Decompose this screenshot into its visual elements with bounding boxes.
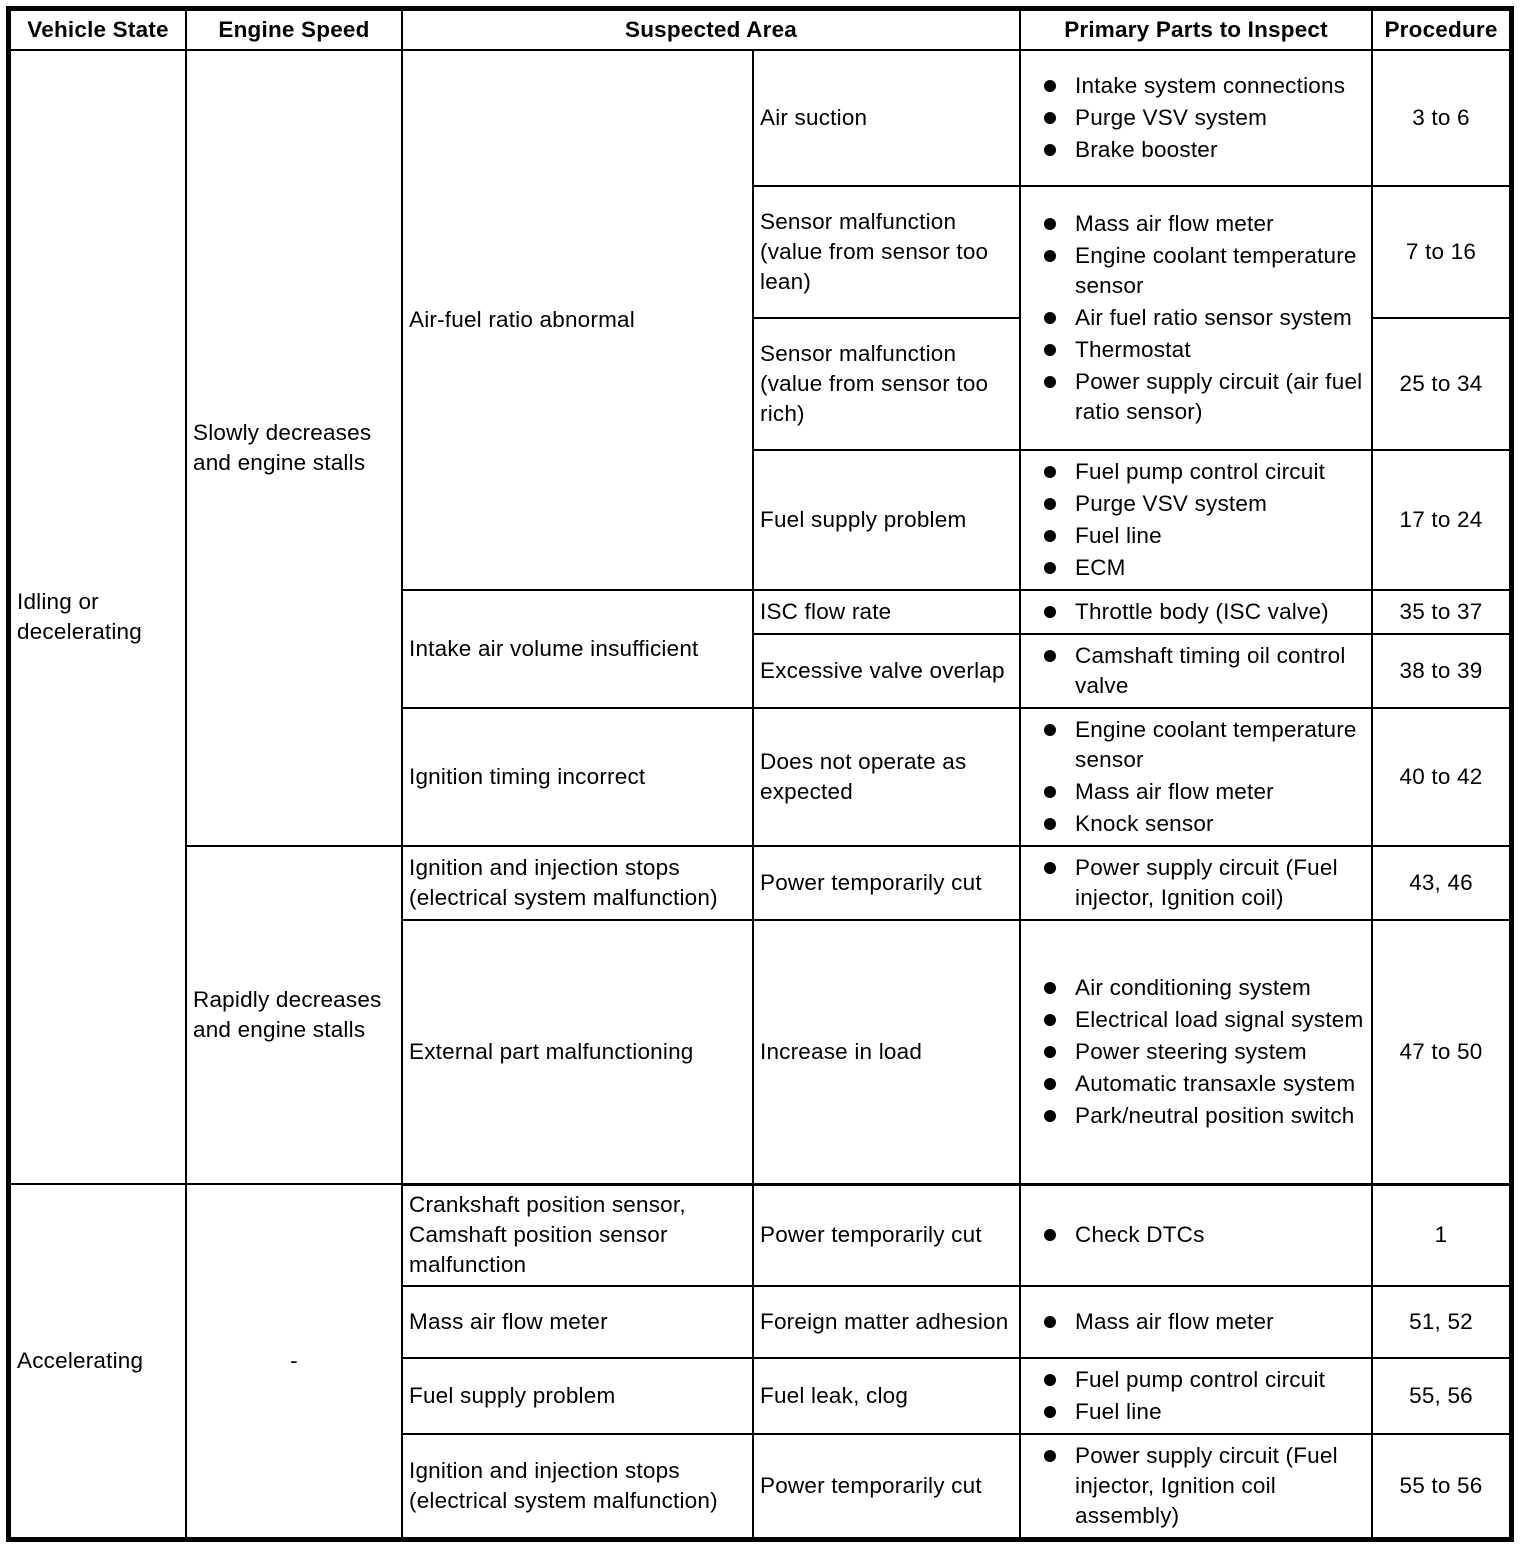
- engine-speed-cell: Slowly decreases and engine stalls: [186, 50, 402, 846]
- area-detail-cell: Fuel leak, clog: [753, 1358, 1020, 1434]
- area-detail-cell: Fuel supply problem: [753, 450, 1020, 590]
- parts-cell: [1020, 1358, 1372, 1434]
- parts-list: [1027, 457, 1365, 583]
- part-item: Engine coolant temperature sensor: [1027, 241, 1365, 301]
- parts-list: [1027, 597, 1365, 627]
- procedure-cell: 38 to 39: [1372, 634, 1510, 708]
- parts-list: [1027, 715, 1365, 839]
- procedure-cell: 55 to 56: [1372, 1434, 1510, 1538]
- table-row: [10, 846, 1510, 920]
- part-item: Automatic transaxle system: [1027, 1069, 1365, 1099]
- parts-list: [1027, 209, 1365, 427]
- vehicle-state-cell: Idling or decelerating: [10, 50, 186, 1184]
- part-item: Mass air flow meter: [1027, 209, 1365, 239]
- part-item: Brake booster: [1027, 135, 1365, 165]
- suspected-area-cell: Crankshaft position sensor, Camshaft position sensor malfunction: [402, 1184, 753, 1286]
- suspected-area-cell: Intake air volume insufficient: [402, 590, 753, 708]
- procedure-cell: 47 to 50: [1372, 920, 1510, 1184]
- header-procedure: Procedure: [1372, 10, 1510, 50]
- part-item: Mass air flow meter: [1027, 1307, 1365, 1337]
- parts-list: [1027, 641, 1365, 701]
- diagnostic-table-frame: [6, 6, 1514, 1542]
- part-item: Engine coolant temperature sensor: [1027, 715, 1365, 775]
- procedure-cell: 1: [1372, 1184, 1510, 1286]
- suspected-area-cell: Fuel supply problem: [402, 1358, 753, 1434]
- part-item: Park/neutral position switch: [1027, 1101, 1365, 1131]
- engine-speed-cell: -: [186, 1184, 402, 1538]
- header-vehicle-state: Vehicle State: [10, 10, 186, 50]
- parts-cell: [1020, 590, 1372, 634]
- diagnostic-table: [9, 9, 1511, 1539]
- parts-list: [1027, 1307, 1365, 1337]
- table-row: [10, 50, 1510, 186]
- area-detail-cell: Power temporarily cut: [753, 1184, 1020, 1286]
- part-item: Check DTCs: [1027, 1220, 1365, 1250]
- header-suspected-area: Suspected Area: [402, 10, 1020, 50]
- procedure-cell: 43, 46: [1372, 846, 1510, 920]
- part-item: Mass air flow meter: [1027, 777, 1365, 807]
- area-detail-cell: ISC flow rate: [753, 590, 1020, 634]
- vehicle-state-cell: Accelerating: [10, 1184, 186, 1538]
- part-item: Power steering system: [1027, 1037, 1365, 1067]
- parts-cell: [1020, 186, 1372, 450]
- parts-cell: [1020, 846, 1372, 920]
- header-engine-speed: Engine Speed: [186, 10, 402, 50]
- parts-cell: [1020, 1184, 1372, 1286]
- procedure-cell: 40 to 42: [1372, 708, 1510, 846]
- suspected-area-cell: Mass air flow meter: [402, 1286, 753, 1358]
- part-item: Purge VSV system: [1027, 103, 1365, 133]
- part-item: Power supply circuit (Fuel injector, Ignition coil): [1027, 853, 1365, 913]
- part-item: Purge VSV system: [1027, 489, 1365, 519]
- part-item: Throttle body (ISC valve): [1027, 597, 1365, 627]
- parts-list: [1027, 973, 1365, 1131]
- parts-list: [1027, 1220, 1365, 1250]
- parts-cell: [1020, 1434, 1372, 1538]
- part-item: Knock sensor: [1027, 809, 1365, 839]
- parts-list: [1027, 853, 1365, 913]
- suspected-area-cell: Ignition and injection stops (electrical system malfunction): [402, 1434, 753, 1538]
- parts-list: [1027, 71, 1365, 165]
- parts-cell: [1020, 450, 1372, 590]
- suspected-area-cell: External part malfunctioning: [402, 920, 753, 1184]
- part-item: Fuel line: [1027, 521, 1365, 551]
- area-detail-cell: Foreign matter adhesion: [753, 1286, 1020, 1358]
- header-primary-parts: Primary Parts to Inspect: [1020, 10, 1372, 50]
- area-detail-cell: Sensor malfunction (value from sensor too rich): [753, 318, 1020, 450]
- part-item: Power supply circuit (air fuel ratio sensor): [1027, 367, 1365, 427]
- part-item: Camshaft timing oil control valve: [1027, 641, 1365, 701]
- procedure-cell: 35 to 37: [1372, 590, 1510, 634]
- procedure-cell: 55, 56: [1372, 1358, 1510, 1434]
- parts-cell: [1020, 634, 1372, 708]
- parts-cell: [1020, 708, 1372, 846]
- part-item: Power supply circuit (Fuel injector, Ignition coil assembly): [1027, 1441, 1365, 1531]
- engine-speed-cell: Rapidly decreases and engine stalls: [186, 846, 402, 1184]
- area-detail-cell: Power temporarily cut: [753, 1434, 1020, 1538]
- procedure-cell: 7 to 16: [1372, 186, 1510, 318]
- header-row: [10, 10, 1510, 50]
- suspected-area-cell: Air-fuel ratio abnormal: [402, 50, 753, 590]
- parts-list: [1027, 1365, 1365, 1427]
- procedure-cell: 51, 52: [1372, 1286, 1510, 1358]
- parts-list: [1027, 1441, 1365, 1531]
- part-item: Fuel pump control circuit: [1027, 1365, 1365, 1395]
- part-item: Thermostat: [1027, 335, 1365, 365]
- part-item: ECM: [1027, 553, 1365, 583]
- area-detail-cell: Increase in load: [753, 920, 1020, 1184]
- area-detail-cell: Power temporarily cut: [753, 846, 1020, 920]
- suspected-area-cell: Ignition and injection stops (electrical system malfunction): [402, 846, 753, 920]
- procedure-cell: 25 to 34: [1372, 318, 1510, 450]
- procedure-cell: 17 to 24: [1372, 450, 1510, 590]
- parts-cell: [1020, 1286, 1372, 1358]
- suspected-area-cell: Ignition timing incorrect: [402, 708, 753, 846]
- area-detail-cell: Air suction: [753, 50, 1020, 186]
- part-item: Fuel line: [1027, 1397, 1365, 1427]
- part-item: Intake system connections: [1027, 71, 1365, 101]
- area-detail-cell: Sensor malfunction (value from sensor too lean): [753, 186, 1020, 318]
- area-detail-cell: Excessive valve overlap: [753, 634, 1020, 708]
- part-item: Air conditioning system: [1027, 973, 1365, 1003]
- part-item: Air fuel ratio sensor system: [1027, 303, 1365, 333]
- parts-cell: [1020, 50, 1372, 186]
- table-row: [10, 1184, 1510, 1286]
- parts-cell: [1020, 920, 1372, 1184]
- area-detail-cell: Does not operate as expected: [753, 708, 1020, 846]
- part-item: Electrical load signal system: [1027, 1005, 1365, 1035]
- part-item: Fuel pump control circuit: [1027, 457, 1365, 487]
- procedure-cell: 3 to 6: [1372, 50, 1510, 186]
